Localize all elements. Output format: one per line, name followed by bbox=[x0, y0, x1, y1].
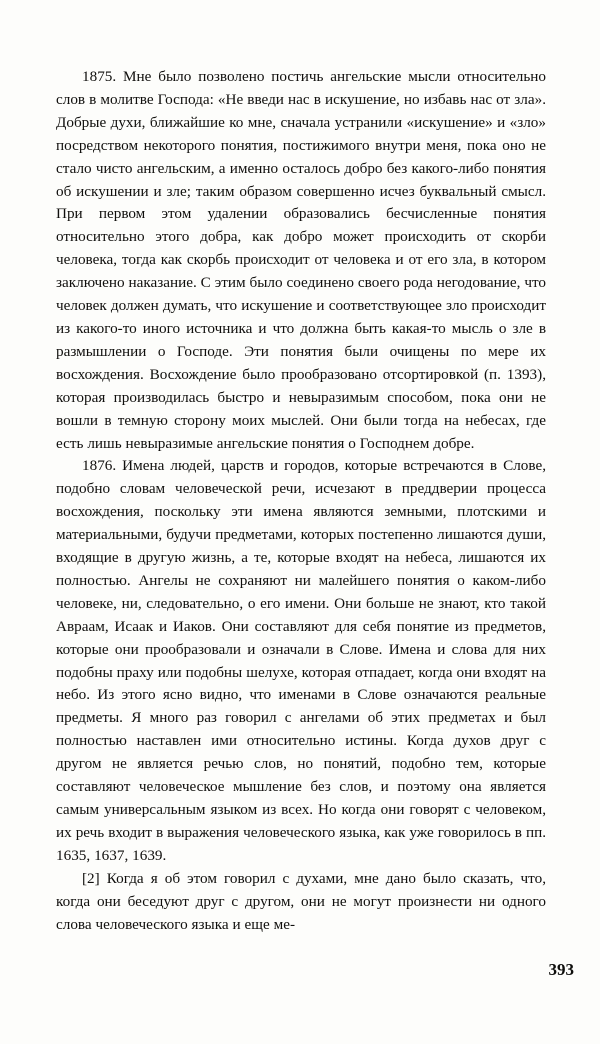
paragraph-1876: 1876. Имена людей, царств и городов, которые встречаются в Слове, подобно словам человеческой речи, исчезают в преддверии процесса восхождения, поскольку эти имена являются земными, плотскими и материальными, будучи предметами, которых постепенно лишаются души, входящие в другую жизнь, а те, которые входят на небеса, лишаются их полностью. Ангелы не сохраняют ни малейшего понятия о каком-либо человеке, ни, следовательно, о его имени. Они больше не знают, кто такой Авраам, Исаак и Иаков. Они составляют для себя понятие из предметов, которые они прообразовали и означали в Слове. Имена и слова для них подобны праху или подобны шелухе, которая отпадает, когда они входят на небо. Из этого ясно видно, что именами в Слове означаются реальные предметы. Я много раз говорил с ангелами об этих предметах и был полностью наставлен ими относительно истины. Когда духов друг с другом не является речью слов, но понятий, подобно тем, которые составляют человеческое мышление без слов, и поэтому она является самым универсальным языком из всех. Но когда они говорят с человеком, их речь входит в выражения человеческого языка, как уже говорилось в пп. 1635, 1637, 1639. bbox=[56, 457, 546, 864]
paragraph-1876-part2: [2] Когда я об этом говорил с духами, мне дано было сказать, что, когда они беседуют друг с другом, они не могут произнести ни одного слова человеческого языка и еще ме- bbox=[56, 869, 546, 933]
page-number: 393 bbox=[548, 960, 574, 979]
body-text-column bbox=[56, 66, 546, 936]
paragraph-1875: 1875. Мне было позволено постичь ангельские мысли относительно слов в молитве Господа: «Не введи нас в искушение, но избавь нас от зла». Добрые духи, ближайшие ко мне, сначала устранили «искушение» и «зло» посредством некоторого понятия, постижимого внутри меня, пока оно не стало чисто ангельским, а именно осталось добро без какого-либо понятия об искушении и зле; таким образом совершенно исчез буквальный смысл. При первом этом удалении образовались бесчисленные понятия относительно этого добра, как добро может происходить от скорби человека, тогда как скорбь происходит от человека и от его зла, в котором заключено наказание. С этим было соединено своего рода негодование, что человек должен думать, что искушение и соответствующее зло происходит из какого-то иного источника и что должна быть какая-то мысль о зле в размышлении о Господе. Эти понятия были очищены по мере их восхождения. Восхождение было прообразовано отсортировкой (п. 1393), которая производилась быстро и невыразимым способом, пока они не вошли в темную сторону моих мыслей. Они были тогда на небесах, где есть лишь невыразимые ангельские понятия о Господнем добре. bbox=[56, 68, 546, 452]
